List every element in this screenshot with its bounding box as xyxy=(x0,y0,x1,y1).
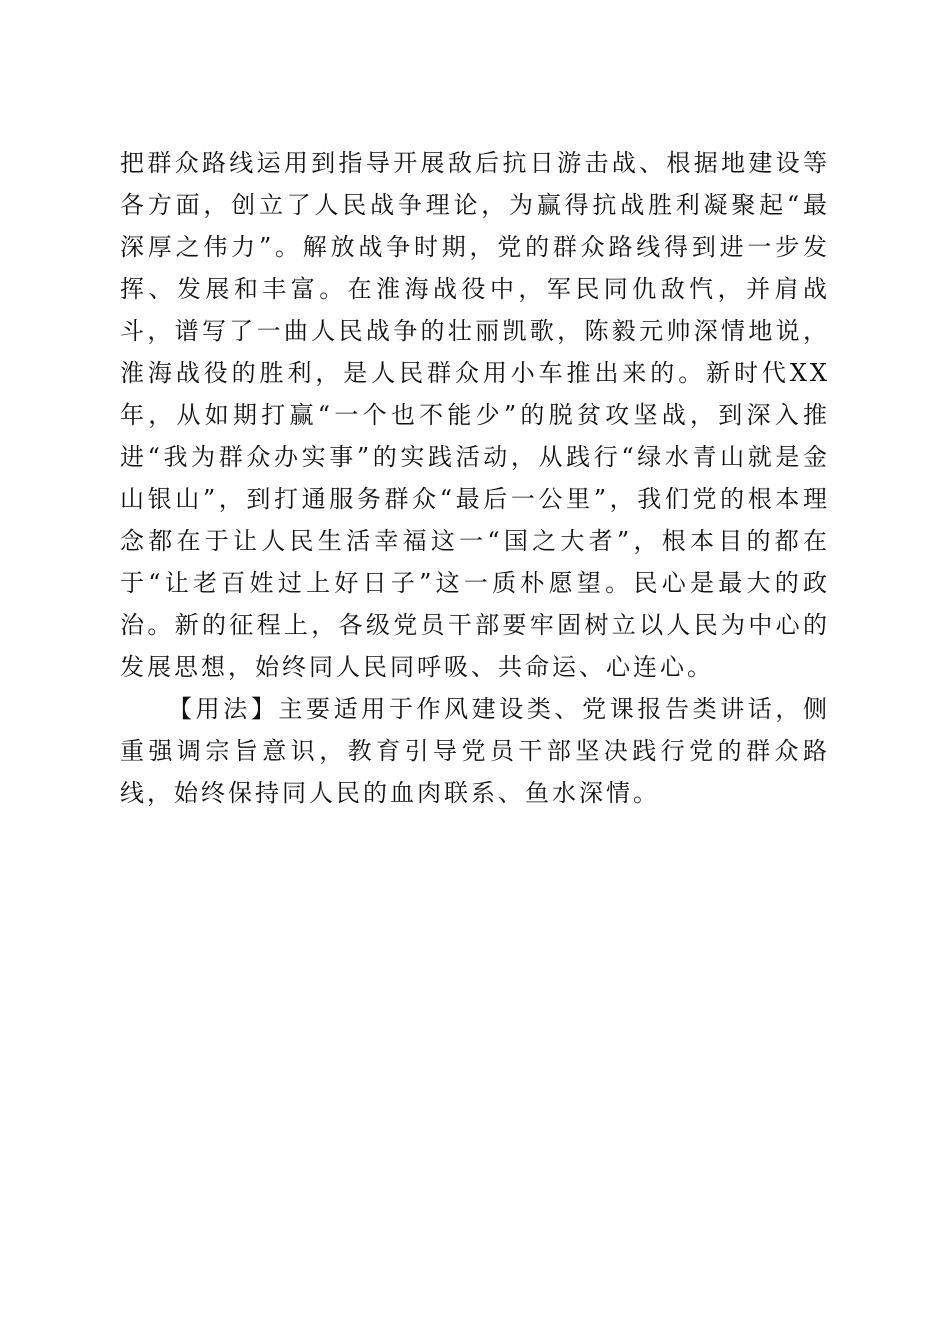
document-body xyxy=(120,142,830,814)
usage-paragraph: 【用法】主要适用于作风建设类、党课报告类讲话，侧重强调宗旨意识，教育引导党员干部坚决践行党的群众路线，始终保持同人民的血肉联系、鱼水深情。 xyxy=(120,695,830,807)
body-paragraph-continued: 把群众路线运用到指导开展敌后抗日游击战、根据地建设等各方面，创立了人民战争理论，为赢得抗战胜利凝聚起“最深厚之伟力”。解放战争时期，党的群众路线得到进一步发挥、发展和丰富。在淮海战役中，军民同仇敌忾，并肩战斗，谱写了一曲人民战争的壮丽凯歌，陈毅元帅深情地说，淮海战役的胜利，是人民群众用小车推出来的。新时代XX年，从如期打赢“一个也不能少”的脱贫攻坚战，到深入推进“我为群众办实事”的实践活动，从践行“绿水青山就是金山银山”，到打通服务群众“最后一公里”，我们党的根本理念都在于让人民生活幸福这一“国之大者”，根本目的都在于“让老百姓过上好日子”这一质朴愿望。民心是最大的政治。新的征程上，各级党员干部要牢固树立以人民为中心的发展思想，始终同人民同呼吸、共命运、心连心。 xyxy=(120,149,830,681)
